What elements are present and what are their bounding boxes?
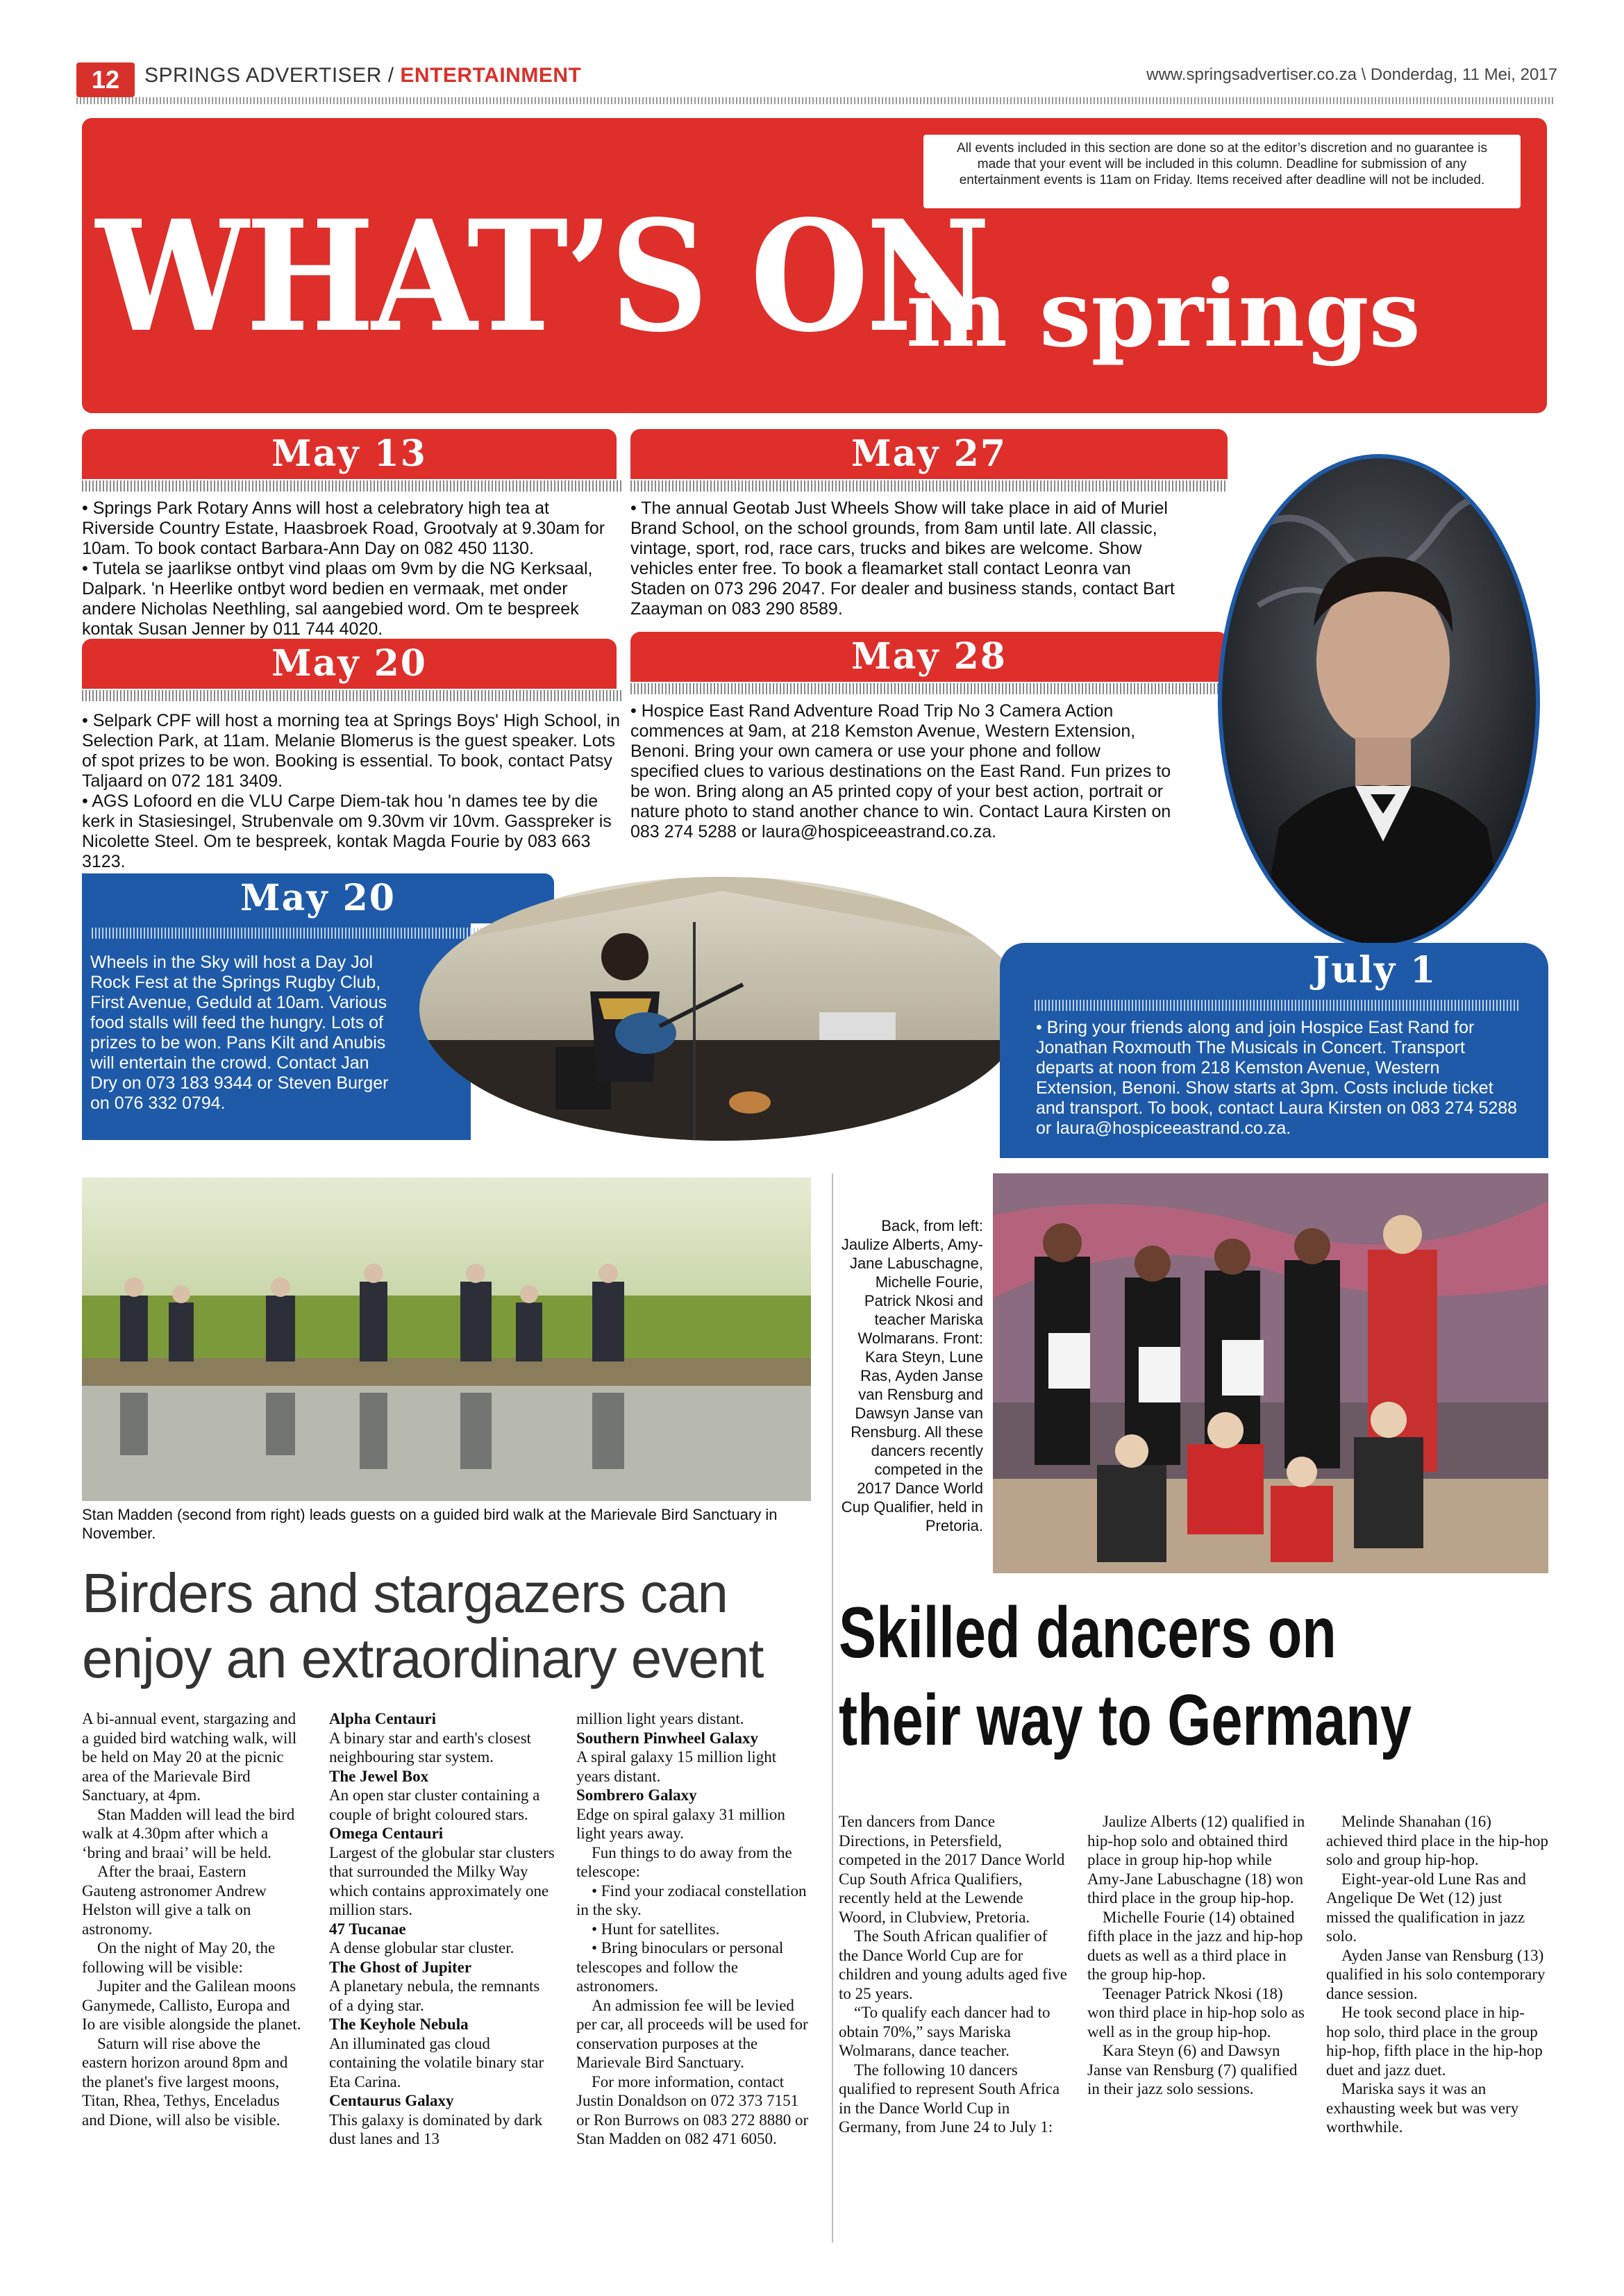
concert-photo <box>417 873 1028 1144</box>
paragraph: Fun things to do away from the telescope: <box>576 1843 792 1880</box>
star-desc: A binary star and earth's closest neighbouring star system. <box>329 1729 531 1766</box>
paragraph: Ayden Janse van Rensburg (13) qualified in his solo contemporary dance session. <box>1326 1946 1546 2002</box>
performer-photo <box>1216 453 1541 950</box>
event-july1 <box>1036 1018 1522 1139</box>
editor-notice: All events included in this section are done so at the editor’s discretion and no guarantee is made that your event will be included in this column. Deadline for submission of any entertainment events is 11am on Friday. Items received after deadline will not be included. <box>923 135 1521 208</box>
event-item: • Hospice East Rand Adventure Road Trip No 3 Camera Action commences at 9am, at 218 Kemston Avenue, Western Extension, Benoni. Bring your own camera or use your phone and follow specified clues to various destinations on the East Rand. Fun prizes to be won. Bring along an A5 printed copy of your best action, portrait or nature photo to stand another chance to win. Contact Laura Kirsten on 083 274 5288 or laura@hospiceeastrand.co.za. <box>630 701 1171 841</box>
url-date: www.springsadvertiser.co.za \ Donderdag, 11 Mei, 2017 <box>1146 65 1557 84</box>
dancers-image <box>993 1173 1548 1573</box>
event-may20 <box>82 711 623 872</box>
star-desc: An illuminated gas cloud containing the volatile binary star Eta Carina. <box>329 2034 544 2090</box>
banner-title: WHAT’S ON <box>96 187 988 367</box>
paragraph: Kara Steyn (6) and Dawsyn Janse van Rensburg (7) qualified in their jazz solo sessions. <box>1087 2042 1298 2097</box>
star-desc: A dense globular star cluster. <box>329 1939 514 1956</box>
bird-walk-caption: Stan Madden (second from right) leads guests on a guided bird walk at the Marievale Bird Sanctuary in November. <box>82 1506 778 1542</box>
star-name: Sombrero Galaxy <box>576 1786 697 1804</box>
column-divider <box>832 1173 833 2243</box>
paragraph: • Find your zodiacal constellation in the sky. <box>576 1882 807 1918</box>
paragraph: A bi-annual event, stargazing and a guided bird watching walk, will be held on May 20 at the picnic area of the Marievale Bird Sanctuary, at 4pm. <box>82 1710 297 1804</box>
date-tab-may13: May 13 <box>82 429 617 479</box>
paragraph: An admission fee will be levied per car, all proceeds will be used for conservation purposes at the Marievale Bird Sanctuary. <box>576 1996 808 2071</box>
event-item: • Selpark CPF will host a morning tea at Springs Boys' High School, in Selection Park, at 11am. Melanie Blomerus is the guest speaker. Lots of spot prizes to be won. Booking is essential. To book, contact Patsy Taljaard on 072 181 3409. <box>82 711 620 791</box>
paragraph: Teenager Patrick Nkosi (18) won third place in hip-hop solo as well as in the group hip-hop. <box>1087 1984 1305 2041</box>
event-may27 <box>630 498 1179 619</box>
star-desc: A spiral galaxy 15 million light years distant. <box>576 1748 777 1785</box>
paragraph: Ten dancers from Dance Directions, in Petersfield, competed in the 2017 Dance World Cup South Africa Qualifiers, recently held at the Lewende Woord, in Clubview, Pretoria. <box>839 1813 1065 1926</box>
event-item: • AGS Lofoord en die VLU Carpe Diem-tak hou 'n dames tee by die kerk in Stasiesingel, Strubenvale om 9.30vm vir 10vm. Gasspreker is Nicolette Steel. Om te bespreek, kontak Magda Fourie by 083 663 3123. <box>82 791 612 871</box>
event-item: • The annual Geotab Just Wheels Show will take place in aid of Muriel Brand School, on the school grounds, from 8am until late. All classic, vintage, sport, rod, race cars, trucks and bikes are welcome. Show vehicles enter free. To book a fleamarket stall contact Leonra van Staden on 073 296 2047. For dealer and business stands, contact Bart Zaayman on 083 290 8589. <box>630 498 1175 619</box>
paragraph: Jupiter and the Galilean moons Ganymede, Callisto, Europa and Io are visible alongside the planet. <box>82 1977 301 2033</box>
date-tab-may20: May 20 <box>82 639 617 689</box>
event-item: Wheels in the Sky will host a Day Jol Rock Fest at the Springs Rugby Club, First Avenue, Geduld at 10am. Various food stalls will feed the hungry. Lots of prizes to be won. Pans Kilt and Anubis will entertain the crowd. Contact Jan Dry on 073 183 9344 or Steven Burger on 076 332 0794. <box>90 953 389 1113</box>
star-name: Omega Centauri <box>329 1825 444 1842</box>
star-name: The Ghost of Jupiter <box>329 1958 472 1976</box>
paragraph: The following 10 dancers qualified to represent South Africa in the Dance World Cup in Germany, from June 24 to July 1: <box>839 2061 1060 2136</box>
date-tab-may27: May 27 <box>630 429 1228 479</box>
star-desc: Largest of the globular star clusters that surrounded the Milky Way which contains approximately one million stars. <box>329 1843 555 1918</box>
birders-col-3 <box>576 1709 811 2149</box>
paragraph: Stan Madden will lead the bird walk at 4.30pm after which a ‘bring and braai’ will be held. <box>82 1805 295 1861</box>
event-may13 <box>82 498 623 639</box>
birders-headline: Birders and stargazers can enjoy an extraordinary event <box>82 1562 764 1689</box>
dancers-headline-line1: Skilled dancers on <box>839 1593 1337 1673</box>
page-number: 12 <box>76 62 135 97</box>
event-may28 <box>630 701 1172 842</box>
paragraph: million light years distant. <box>576 1710 744 1727</box>
dotted-rule <box>82 480 623 492</box>
publication-name: SPRINGS ADVERTISER <box>144 64 382 87</box>
paragraph: Michelle Fourie (14) obtained fifth place in the jazz and hip-hop duets as well as a third place in the group hip-hop. <box>1087 1908 1303 1983</box>
separator: / <box>387 64 394 87</box>
paragraph: On the night of May 20, the following will be visible: <box>82 1939 276 1976</box>
bird-walk-photo <box>82 1178 811 1501</box>
date-tab-may28: May 28 <box>630 632 1228 682</box>
star-desc: This galaxy is dominated by dark dust lanes and 13 <box>329 2111 543 2147</box>
star-name: 47 Tucanae <box>329 1920 406 1938</box>
section-label <box>144 64 581 87</box>
paragraph: Jaulize Alberts (12) qualified in hip-hop solo and obtained third place in group hip-hop while Amy-Jane Labuschagne (18) won third place in the group hip-hop. <box>1087 1813 1305 1907</box>
dotted-rule <box>630 480 1228 492</box>
paragraph: • Bring binoculars or personal telescopes and follow the astronomers. <box>576 1939 784 1995</box>
header-rule <box>76 97 1555 104</box>
dancers-col-2 <box>1087 1812 1308 2099</box>
event-item: • Tutela se jaarlikse ontbyt vind plaas om 9vm by die NG Kerksaal, Dalpark. 'n Heerlike ontbyt word bedien en vermaak, met onder andere Nicholas Neethling, sal aangebied word. Om te bespreek kontak Susan Jenner by 011 744 4020. <box>82 559 593 639</box>
star-name: The Keyhole Nebula <box>329 2016 469 2033</box>
dotted-rule <box>630 683 1228 694</box>
paragraph: The South African qualifier of the Dance World Cup are for children and young adults aged five to 25 years. <box>839 1927 1067 2002</box>
paragraph: “To qualify each dancer had to obtain 70%,” says Mariska Wolmarans, dance teacher. <box>839 2004 1050 2059</box>
paragraph: Saturn will rise above the eastern horizon around 8pm and the planet's five largest moons, Titan, Rhea, Tethys, Enceladus and Dione, will also be visible. <box>82 2034 288 2129</box>
dancers-col-1 <box>839 1812 1068 2137</box>
performer-portrait <box>1216 453 1541 950</box>
birders-col-1 <box>82 1709 303 2129</box>
star-name: Southern Pinwheel Galaxy <box>576 1729 758 1747</box>
paragraph: Mariska says it was an exhausting week but was very worthwhile. <box>1326 2080 1519 2136</box>
paragraph: Melinde Shanahan (16) achieved third place in the hip-hop solo and group hip-hop. <box>1326 1813 1548 1868</box>
concert-image <box>417 873 1028 1144</box>
bird-walk-image <box>82 1178 811 1501</box>
paragraph: He took second place in hip-hop solo, third place in the group hip-hop, fifth place in the hip-hop duet and jazz duet. <box>1326 2004 1543 2079</box>
date-tab-may20-rockfest: May 20 <box>82 873 554 923</box>
paragraph: After the braai, Eastern Gauteng astronomer Andrew Helston will give a talk on astronomy. <box>82 1863 267 1938</box>
dancers-col-3 <box>1326 1812 1548 2137</box>
dancers-caption: Back, from left: Jaulize Alberts, Amy-Jane Labuschagne, Michelle Fourie, Patrick Nkosi and teacher Mariska Wolmarans. Front: Kara Steyn, Lune Ras, Ayden Janse van Rensburg and Dawsyn Janse van Rensburg. All these dancers recently competed in the 2017 Dance World Cup Qualifier, held in Pretoria. <box>841 1217 983 1534</box>
star-desc: Edge on spiral galaxy 31 million light years away. <box>576 1805 785 1842</box>
star-name: The Jewel Box <box>329 1767 429 1785</box>
dotted-rule <box>82 690 623 701</box>
event-item: • Bring your friends along and join Hospice East Rand for Jonathan Roxmouth The Musicals in Concert. Transport departs at noon from 218 Kemston Avenue, Western Extension, Benoni. Show starts at 3pm. Costs include ticket and transport. To book, contact Laura Kirsten on 083 274 5288 or laura@hospiceeastrand.co.za. <box>1036 1018 1518 1138</box>
date-tab-july1: July 1 <box>1312 949 1437 991</box>
star-name: Centaurus Galaxy <box>329 2092 454 2109</box>
dancers-photo <box>993 1173 1548 1573</box>
event-may20-rockfest <box>90 953 389 1114</box>
paragraph: • Hunt for satellites. <box>592 1920 720 1938</box>
paragraph: For more information, contact Justin Donaldson on 072 373 7151 or Ron Burrows on 083 272 8880 or Stan Madden on 082 471 6050. <box>576 2072 809 2147</box>
banner-subtitle: in springs <box>906 260 1421 368</box>
star-name: Alpha Centauri <box>329 1710 436 1727</box>
star-desc: A planetary nebula, the remnants of a dying star. <box>329 1977 540 2014</box>
dancers-headline-line2: their way to Germany <box>839 1680 1412 1761</box>
dotted-rule <box>1035 1000 1521 1011</box>
star-desc: An open star cluster containing a couple of bright coloured stars. <box>329 1786 540 1823</box>
paragraph: Eight-year-old Lune Ras and Angelique De Wet (12) just missed the qualification in jazz solo. <box>1326 1870 1526 1945</box>
category-name: ENTERTAINMENT <box>400 64 582 87</box>
birders-col-2 <box>329 1709 555 2149</box>
event-item: • Springs Park Rotary Anns will host a celebratory high tea at Riverside Country Estate, Haasbroek Road, Grootvaly at 9.30am for 10am. To book contact Barbara-Ann Day on 082 450 1130. <box>82 498 605 558</box>
